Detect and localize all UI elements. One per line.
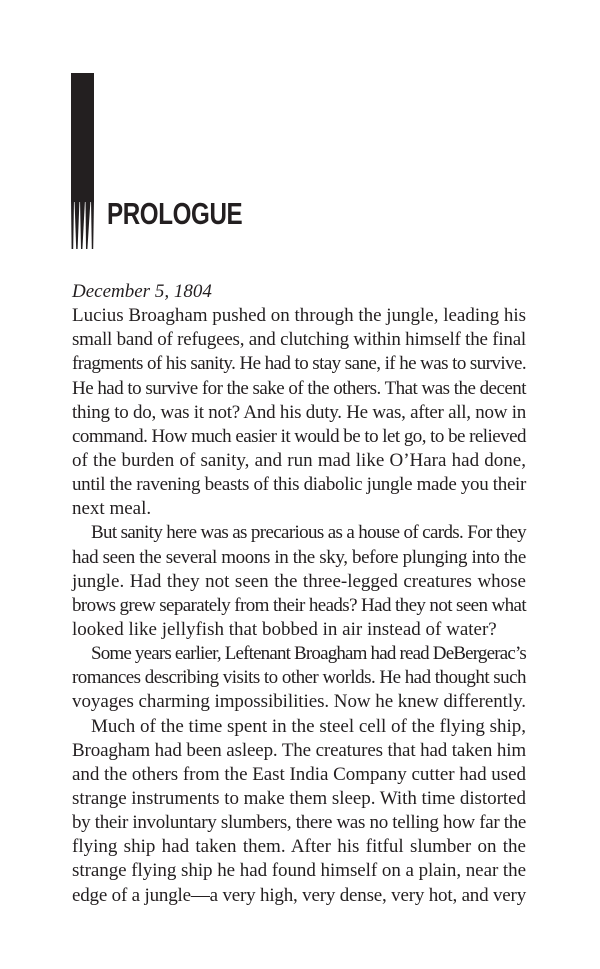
chapter-bar-fringe <box>71 200 94 249</box>
paragraph <box>72 521 526 642</box>
text-line: command. How much easier it would be to let go, to be relieved <box>72 425 526 447</box>
text-line: jungle. Had they not seen the three-legged creatures whose <box>72 570 526 592</box>
text-line: flying ship had taken them. After his fitful slumber on the <box>72 836 526 858</box>
text-line: Some years earlier, Leftenant Broagham had read DeBergerac’s <box>91 643 526 665</box>
text-line: He had to survive for the sake of the others. That was the decent <box>72 377 526 399</box>
text-line: next meal. <box>72 498 152 520</box>
text-line: fragments of his sanity. He had to stay sane, if he was to survive. <box>72 353 526 375</box>
text-line: by their involuntary slumbers, there was no telling how far the <box>72 812 526 834</box>
text-line: strange instruments to make them sleep. With time distorted <box>72 787 526 809</box>
text-line: strange flying ship he had found himself on a plain, near the <box>72 860 527 882</box>
chapter-title: PROLOGUE <box>107 196 243 231</box>
text-line: Much of the time spent in the steel cell of the flying ship, <box>91 715 526 737</box>
text-line: had seen the several moons in the sky, before plunging into the <box>72 546 526 568</box>
text-line: until the ravening beasts of this diabolic jungle made you their <box>72 474 526 496</box>
text-line: brows grew separately from their heads? Had they not seen what <box>72 594 526 616</box>
paragraph <box>72 642 526 714</box>
text-line: small band of refugees, and clutching within himself the final <box>72 329 526 351</box>
text-line: But sanity here was as precarious as a house of cards. For they <box>91 522 526 544</box>
text-line: voyages charming impossibilities. Now he knew differently. <box>72 691 526 713</box>
body-text <box>72 280 526 908</box>
paragraph <box>72 304 526 521</box>
chapter-bar-ornament <box>71 73 94 201</box>
text-line: Broagham had been asleep. The creatures that had taken him <box>72 739 526 761</box>
text-line: of the burden of sanity, and run mad like O’Hara had done, <box>72 449 526 471</box>
dateline: December 5, 1804 <box>72 281 212 302</box>
text-line: looked like jellyfish that bobbed in air instead of water? <box>72 618 497 640</box>
text-line: and the others from the East India Company cutter had used <box>72 763 526 785</box>
text-line: romances describing visits to other worlds. He had thought such <box>72 667 526 689</box>
text-line: Lucius Broagham pushed on through the jungle, leading his <box>72 305 526 327</box>
text-line: edge of a jungle—a very high, very dense, very hot, and very <box>72 884 526 906</box>
paragraph <box>72 715 526 908</box>
paragraphs <box>72 304 526 908</box>
text-line: thing to do, was it not? And his duty. He was, after all, now in <box>72 401 526 423</box>
